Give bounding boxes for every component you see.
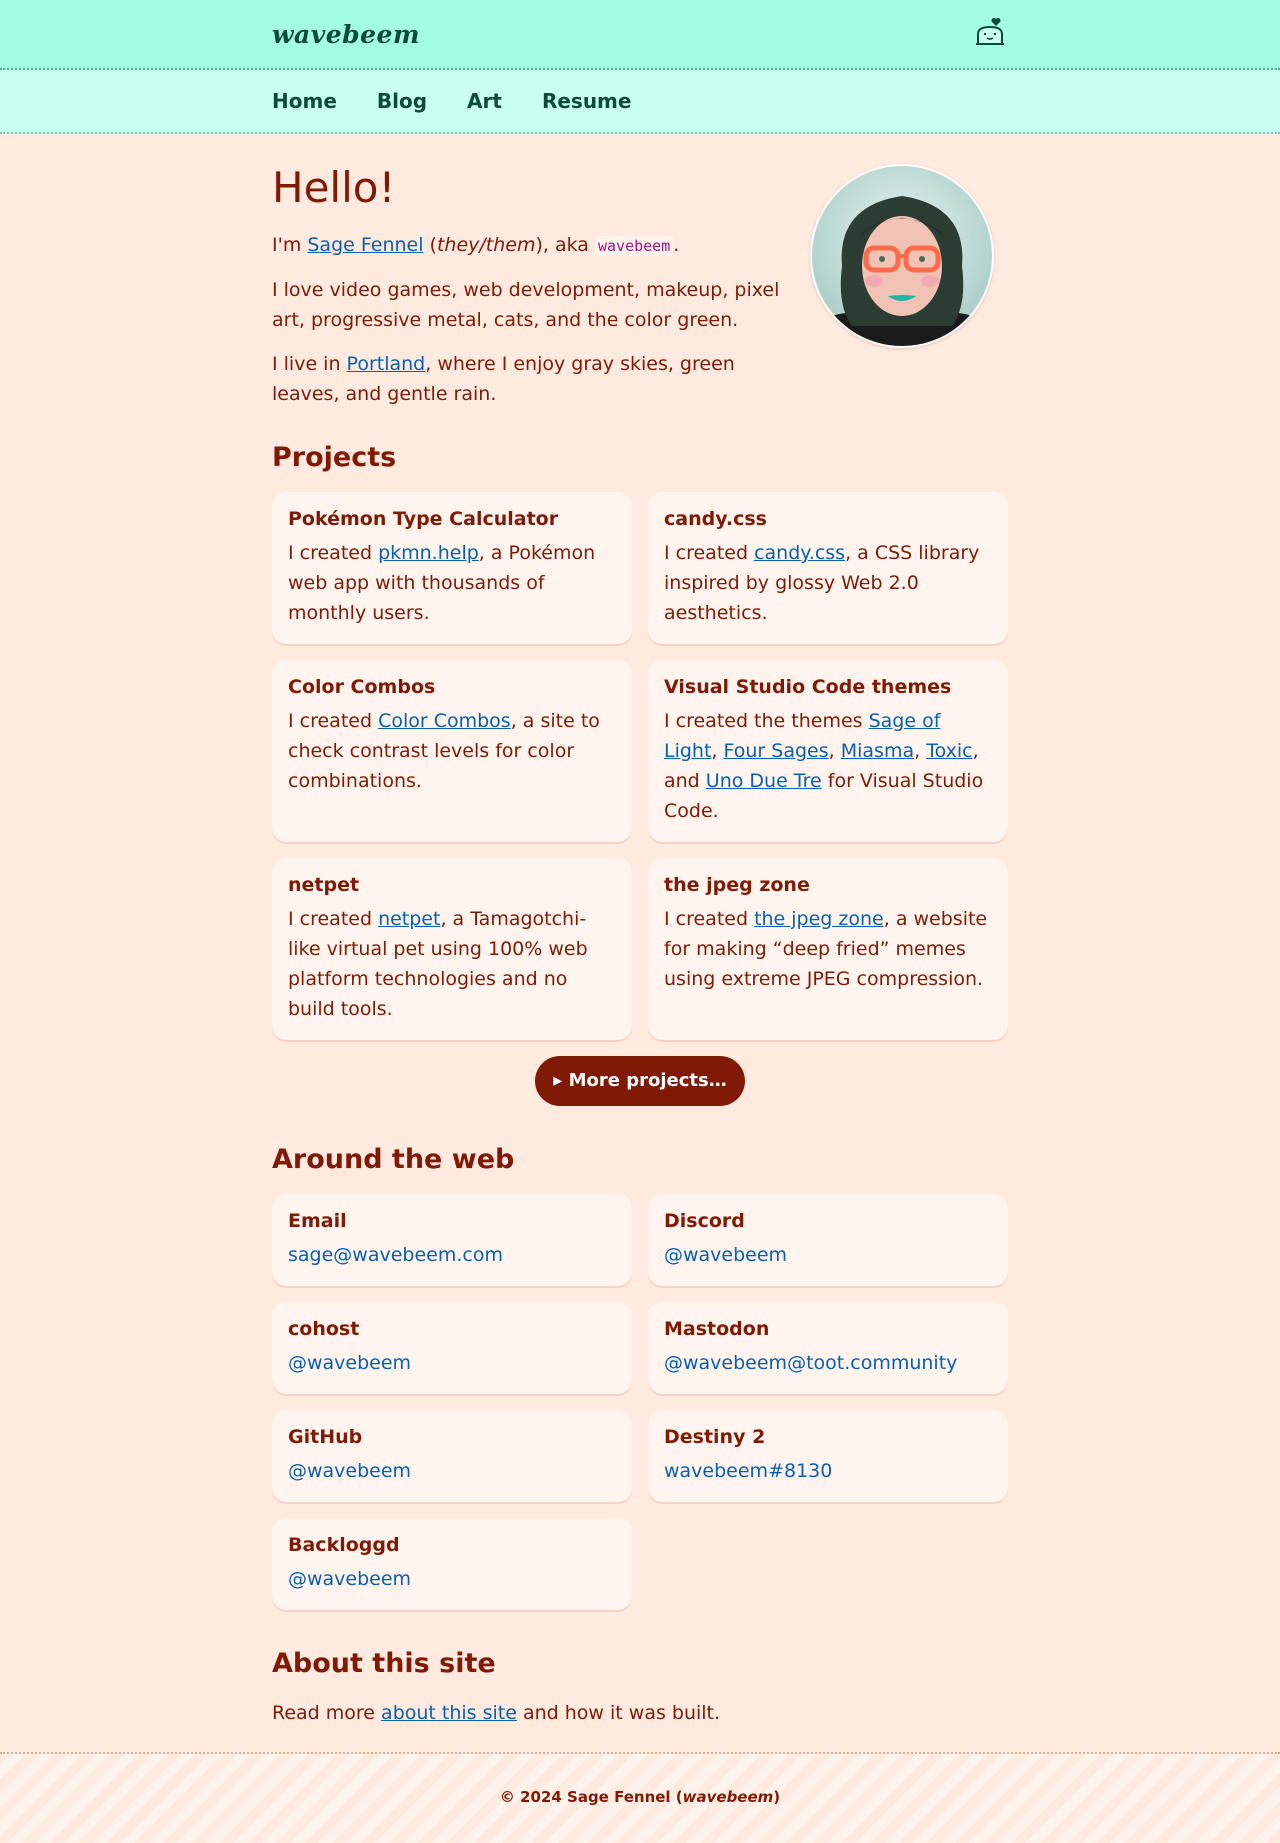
- project-title: Pokémon Type Calculator: [288, 508, 559, 530]
- site-logo[interactable]: wavebeem: [272, 19, 420, 49]
- project-card: [272, 492, 632, 644]
- around-the-web-section: [272, 1142, 1008, 1610]
- intro-paragraph-name: I'm Sage Fennel (they/them), aka wavebeem .: [272, 234, 680, 256]
- theme-link-four-sages[interactable]: Four Sages: [723, 740, 829, 762]
- main-nav: [0, 70, 1280, 134]
- contact-link[interactable]: @wavebeem: [288, 1460, 412, 1482]
- contact-label: Mastodon: [664, 1318, 770, 1340]
- project-link[interactable]: netpet: [378, 908, 441, 930]
- project-link[interactable]: pkmn.help: [378, 542, 479, 564]
- pet-icon[interactable]: [972, 14, 1008, 54]
- intro-paragraph-interests: I love video games, web development, makeup, pixel art, progressive metal, cats, and the color green.: [272, 279, 780, 331]
- contact-link[interactable]: wavebeem#8130: [664, 1460, 833, 1482]
- page-title: Hello!: [272, 163, 396, 212]
- contact-link[interactable]: @wavebeem@toot.community: [664, 1352, 958, 1374]
- project-description: I created Color Combos, a site to check contrast levels for color combinations.: [288, 710, 600, 792]
- project-description: I created candy.css, a CSS library inspired by glossy Web 2.0 aesthetics.: [664, 542, 980, 624]
- intro-section: [272, 164, 1008, 414]
- contact-label: Backloggd: [288, 1534, 400, 1556]
- nav-home[interactable]: Home: [272, 89, 337, 113]
- contact-label: Destiny 2: [664, 1426, 766, 1448]
- contact-card: [272, 1302, 632, 1394]
- project-description: I created the jpeg zone, a website for making “deep fried” memes using extreme JPEG compression.: [664, 908, 988, 990]
- project-card: [648, 492, 1008, 644]
- portland-link[interactable]: Portland: [346, 353, 426, 375]
- contact-card: [272, 1194, 632, 1286]
- contact-card: [648, 1194, 1008, 1286]
- nav-resume[interactable]: Resume: [541, 89, 632, 113]
- about-section: [272, 1646, 1008, 1728]
- about-heading: About this site: [272, 1648, 496, 1679]
- copyright: © 2024 Sage Fennel (wavebeem): [499, 1788, 781, 1806]
- contact-card: [272, 1410, 632, 1502]
- project-card: [272, 660, 632, 842]
- contact-label: Discord: [664, 1210, 745, 1232]
- theme-link-miasma[interactable]: Miasma: [840, 740, 915, 762]
- intro-paragraph-location: I live in Portland, where I enjoy gray skies, green leaves, and gentle rain.: [272, 353, 735, 405]
- about-link[interactable]: about this site: [381, 1702, 517, 1724]
- about-text: Read more about this site and how it was built.: [272, 1702, 721, 1724]
- contact-link[interactable]: @wavebeem: [664, 1244, 788, 1266]
- projects-grid: [272, 492, 1008, 1040]
- avatar: [810, 164, 994, 348]
- contact-card: [648, 1410, 1008, 1502]
- project-card: [272, 858, 632, 1040]
- main-content: [272, 134, 1008, 1728]
- projects-heading: Projects: [272, 442, 397, 473]
- project-title: Visual Studio Code themes: [664, 676, 952, 698]
- contact-link[interactable]: @wavebeem: [288, 1352, 412, 1374]
- theme-link-toxic[interactable]: Toxic: [926, 740, 973, 762]
- contact-label: cohost: [288, 1318, 360, 1340]
- contact-link[interactable]: @wavebeem: [288, 1568, 412, 1590]
- project-title: netpet: [288, 874, 360, 896]
- project-card: [648, 660, 1008, 842]
- nav-blog[interactable]: Blog: [376, 89, 428, 113]
- contact-card: [648, 1302, 1008, 1394]
- theme-link-sage-of-light[interactable]: Sage of Light: [664, 710, 941, 762]
- project-title: the jpeg zone: [664, 874, 810, 896]
- more-projects-button[interactable]: ▸ More projects…: [535, 1056, 744, 1106]
- nav-art[interactable]: Art: [467, 89, 502, 113]
- project-card: [648, 858, 1008, 1040]
- theme-link-uno-due-tre[interactable]: Uno Due Tre: [705, 770, 822, 792]
- project-link[interactable]: candy.css: [754, 542, 846, 564]
- name-link[interactable]: Sage Fennel: [307, 234, 424, 256]
- site-header: [0, 0, 1280, 70]
- contact-link[interactable]: sage@wavebeem.com: [288, 1244, 503, 1266]
- project-description: I created netpet, a Tamagotchi-like virtual pet using 100% web platform technologies and no build tools.: [288, 908, 588, 1020]
- handle-code: wavebeem: [595, 236, 673, 256]
- around-the-web-heading: Around the web: [272, 1144, 515, 1175]
- contacts-grid: [272, 1194, 1008, 1610]
- contact-label: Email: [288, 1210, 347, 1232]
- project-link[interactable]: the jpeg zone: [754, 908, 884, 930]
- project-description: I created the themes Sage of Light, Four Sages, Miasma, Toxic, and Uno Due Tre for Visual Studio Code.: [664, 710, 984, 822]
- project-title: candy.css: [664, 508, 767, 530]
- site-footer: [0, 1752, 1280, 1843]
- project-link[interactable]: Color Combos: [378, 710, 511, 732]
- project-title: Color Combos: [288, 676, 436, 698]
- project-description: I created pkmn.help, a Pokémon web app with thousands of monthly users.: [288, 542, 596, 624]
- contact-label: GitHub: [288, 1426, 363, 1448]
- contact-card: [272, 1518, 632, 1610]
